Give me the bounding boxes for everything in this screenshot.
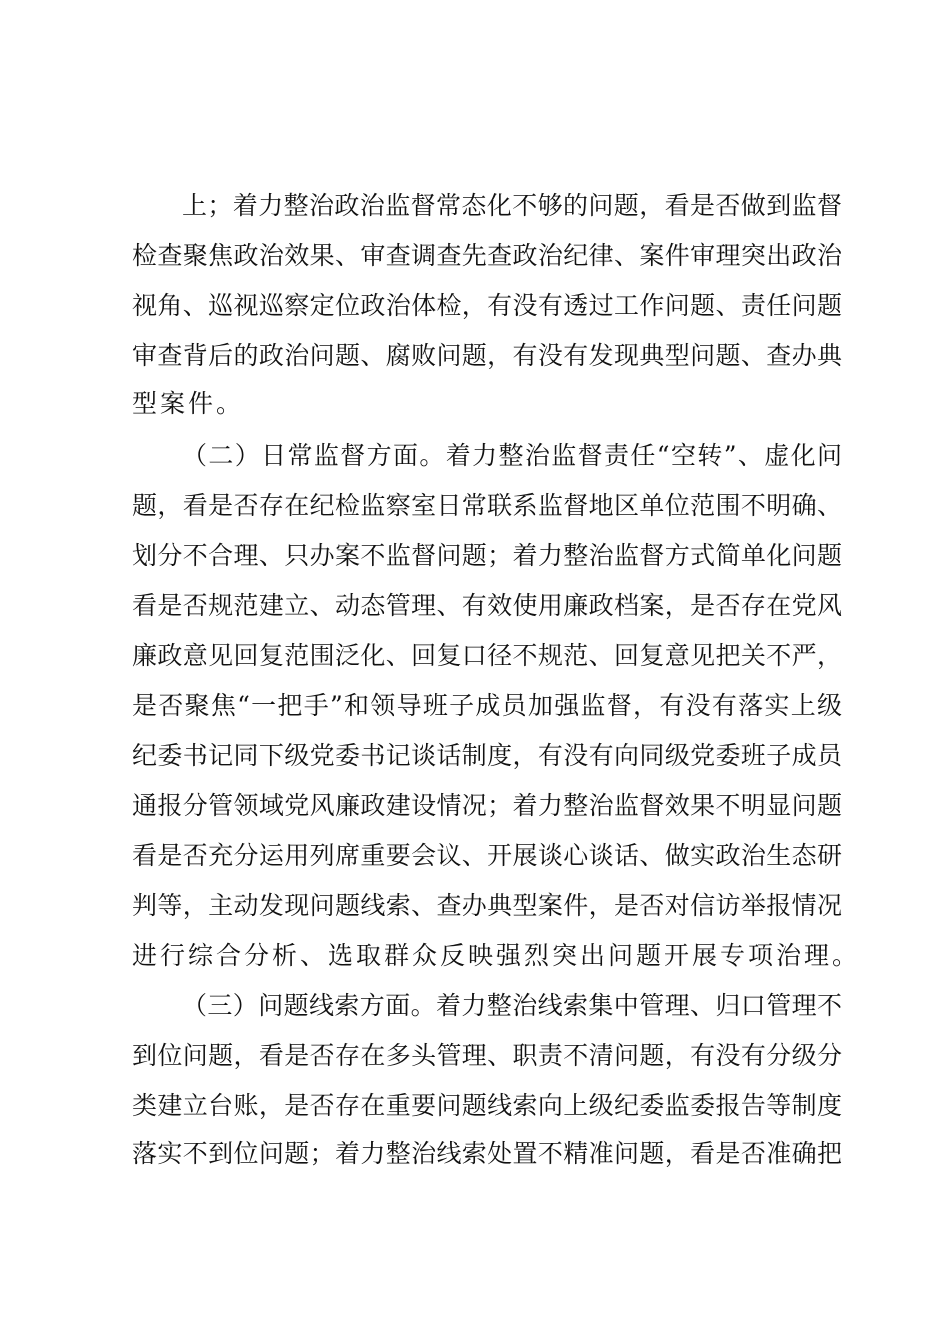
text-line: 看是否充分运用列席重要会议、开展谈心谈话、做实政治生态研 bbox=[132, 841, 842, 870]
text-line: 题，看是否存在纪检监察室日常联系监督地区单位范围不明确、 bbox=[132, 491, 842, 520]
text-line: 纪委书记同下级党委书记谈话制度，有没有向同级党委班子成员 bbox=[132, 741, 842, 770]
text-line: 看是否规范建立、动态管理、有效使用廉政档案，是否存在党风 bbox=[132, 591, 842, 620]
text-line: 廉政意见回复范围泛化、回复口径不规范、回复意见把关不严， bbox=[132, 641, 842, 670]
text-line: 型案件。 bbox=[132, 389, 245, 418]
text-line: 检查聚焦政治效果、审查调查先查政治纪律、案件审理突出政治 bbox=[132, 241, 842, 270]
text-line: 审查背后的政治问题、腐败问题，有没有发现典型问题、查办典 bbox=[132, 341, 842, 370]
text-line: （二）日常监督方面。着力整治监督责任“空转”、虚化问 bbox=[182, 441, 842, 470]
text-line: 进行综合分析、选取群众反映强烈突出问题开展专项治理。 bbox=[132, 941, 861, 970]
text-line: 划分不合理、只办案不监督问题；着力整治监督方式简单化问题 bbox=[132, 541, 842, 570]
text-line: 判等，主动发现问题线索、查办典型案件，是否对信访举报情况 bbox=[132, 891, 842, 920]
text-line: 是否聚焦“一把手”和领导班子成员加强监督，有没有落实上级 bbox=[132, 691, 842, 720]
text-line: 类建立台账，是否存在重要问题线索向上级纪委监委报告等制度 bbox=[132, 1091, 842, 1120]
text-line: 视角、巡视巡察定位政治体检，有没有透过工作问题、责任问题 bbox=[132, 291, 842, 320]
text-line: 落实不到位问题；着力整治线索处置不精准问题，看是否准确把 bbox=[132, 1139, 842, 1168]
text-line: 上；着力整治政治监督常态化不够的问题，看是否做到监督 bbox=[182, 191, 842, 220]
text-line: 到位问题，看是否存在多头管理、职责不清问题，有没有分级分 bbox=[132, 1041, 842, 1070]
text-line: （三）问题线索方面。着力整治线索集中管理、归口管理不 bbox=[182, 991, 842, 1020]
text-line: 通报分管领域党风廉政建设情况；着力整治监督效果不明显问题 bbox=[132, 791, 842, 820]
